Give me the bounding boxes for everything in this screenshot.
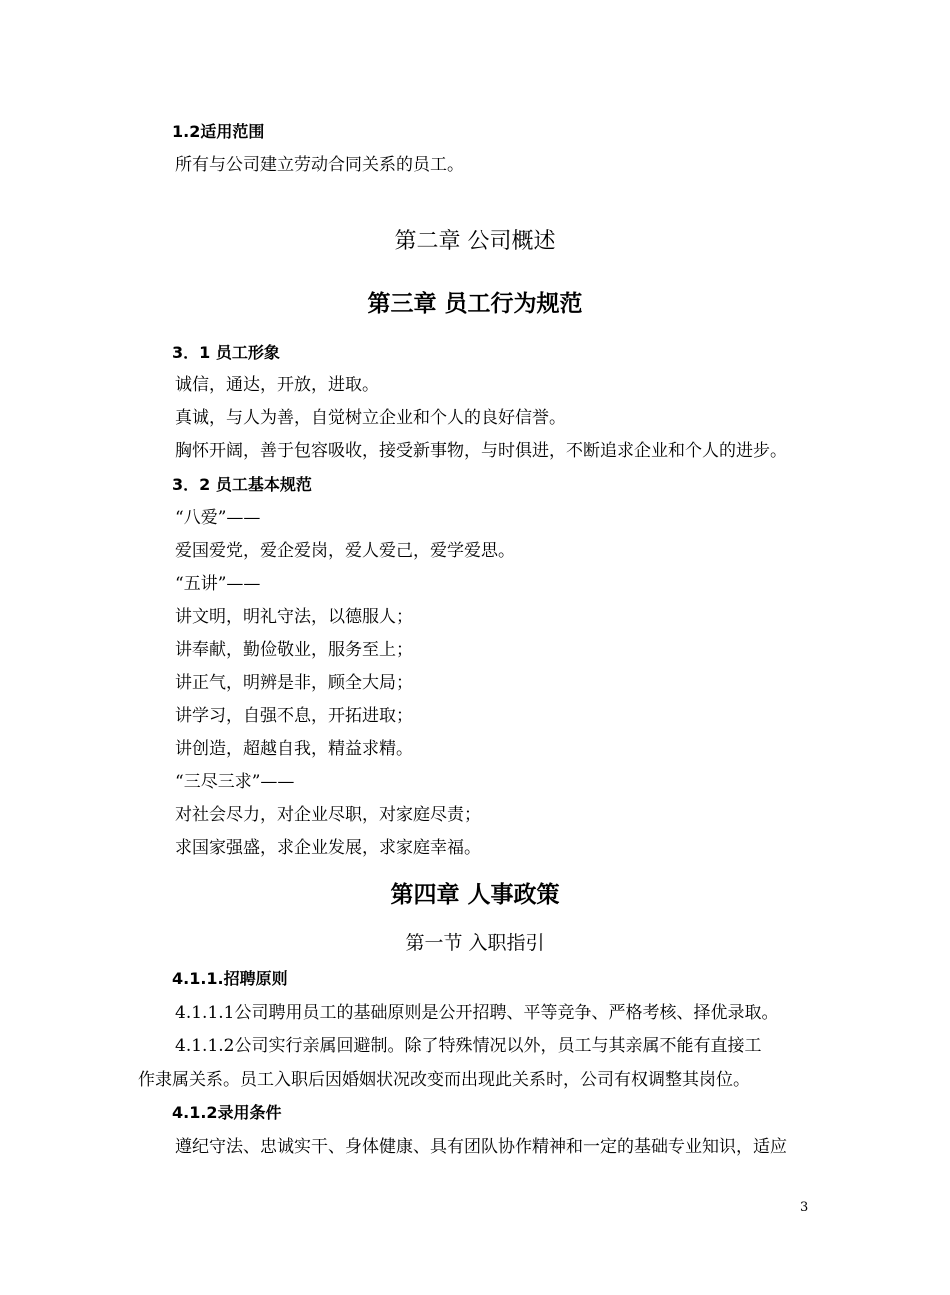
chapter-4-title: 第四章 人事政策 [390, 882, 560, 908]
section-1-title: 第一节 入职指引 [405, 932, 545, 954]
page-number: 3 [800, 1200, 809, 1215]
section-3-2-line: 讲创造，超越自我，精益求精。 [175, 739, 413, 759]
section-3-2-line: 讲正气，明辨是非，顾全大局； [175, 673, 413, 693]
section-3-2-line: “五讲”—— [175, 574, 261, 594]
section-3-2-line: “三尽三求”—— [175, 772, 295, 792]
chapter-3-title: 第三章 员工行为规范 [367, 291, 583, 317]
paragraph-4-1-1-2-line1: 4.1.1.2公司实行亲属回避制。除了特殊情况以外，员工与其亲属不能有直接工 [175, 1036, 762, 1056]
section-3-2-line: 讲文明，明礼守法，以德服人； [175, 607, 413, 627]
section-3-2-line: 讲奉献，勤俭敬业，服务至上； [175, 640, 413, 660]
section-heading-3-2: 3．2 员工基本规范 [172, 475, 312, 494]
section-heading-1-2: 1.2适用范围 [172, 122, 265, 141]
section-3-1-line: 诚信，通达，开放，进取。 [175, 375, 379, 395]
section-3-2-line: 爱国爱党，爱企爱岗，爱人爱己，爱学爱思。 [175, 541, 515, 561]
section-3-2-line: 讲学习，自强不息，开拓进取； [175, 706, 413, 726]
section-3-2-line: 求国家强盛，求企业发展，求家庭幸福。 [175, 838, 481, 858]
paragraph-4-1-1-1: 4.1.1.1公司聘用员工的基础原则是公开招聘、平等竞争、严格考核、择优录取。 [175, 1003, 779, 1023]
section-3-2-line: “八爱”—— [175, 508, 261, 528]
section-heading-4-1-2: 4.1.2录用条件 [172, 1103, 282, 1122]
section-heading-3-1: 3．1 员工形象 [172, 343, 280, 362]
paragraph-4-1-1-2-line2: 作隶属关系。员工入职后因婚姻状况改变而出现此关系时，公司有权调整其岗位。 [138, 1070, 750, 1090]
section-3-2-line: 对社会尽力，对企业尽职，对家庭尽责； [175, 805, 481, 825]
section-3-1-line: 胸怀开阔，善于包容吸收，接受新事物，与时俱进，不断追求企业和个人的进步。 [175, 441, 787, 461]
paragraph-4-1-2: 遵纪守法、忠诚实干、身体健康、具有团队协作精神和一定的基础专业知识，适应 [175, 1137, 787, 1157]
section-text-1-2: 所有与公司建立劳动合同关系的员工。 [175, 155, 464, 175]
section-3-1-line: 真诚，与人为善，自觉树立企业和个人的良好信誉。 [175, 408, 566, 428]
section-heading-4-1-1: 4.1.1.招聘原则 [172, 969, 288, 988]
chapter-2-title: 第二章 公司概述 [394, 229, 556, 254]
